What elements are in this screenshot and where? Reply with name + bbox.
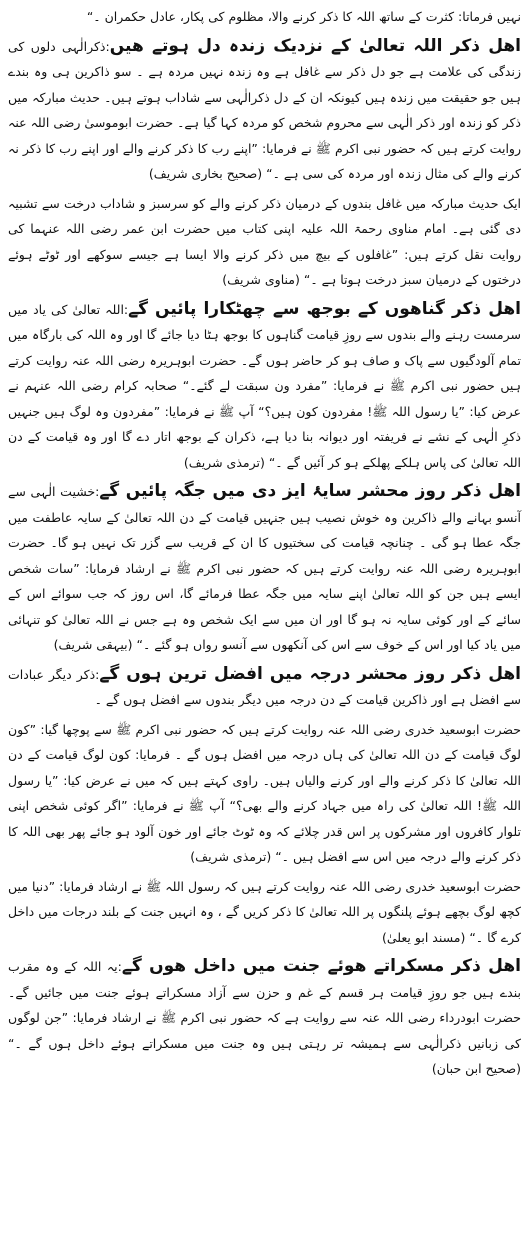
section-paragraph: [8, 662, 521, 713]
section-text: حضرت ابوسعید خدری رضی اللہ عنہ روایت کرتے ہیں کہ رسول اللہ ﷺ نے ارشاد فرمایا: ”دنیا میں کچھ لوگ بچھے ہوئے پلنگوں پر اللہ تعالیٰ کا ذکر کریں گے ، وہ انہیں جنت کے بلند درجات میں داخل کرے گا ۔“: [8, 878, 521, 945]
section-paragraph: [8, 479, 521, 658]
intro-paragraph: [8, 4, 521, 30]
section-text: :خشیت الٰہی سے آنسو بہانے والے ذاکرین وہ خوش نصیب ہیں جنہیں قیامت کے دن اللہ تعالیٰ کے سایہ عاطفت میں جگہ عطا ہو گی ۔ چنانچہ قیامت کی سختیوں کا ان کے قریب سے گزر تک نہیں ہو گا۔ حضرت ابوہریرہ رضی اللہ عنہ روایت کرتے ہیں کہ حضور نبی اکرم ﷺ نے ارشاد فرمایا: ”سات شخص ایسے ہیں جن کو اللہ تعالیٰ اپنے سایہ میں جگہ عطا فرمائے گا، اس روز کہ جب سوائے اس کے سائے کے اور کوئی سایہ نہ ہو گا اور ان میں سے ایک شخص وہ ہے جس نے اللہ تعالیٰ کو تنہائی میں یاد کیا اور اس کے خوف سے اس کی آنکھوں سے آنسو رواں ہو گئے ۔“: [8, 484, 521, 652]
section-heading: اھل ذکر گناھوں کے بوجھ سے چھٹکارا پائیں گے: [128, 298, 521, 319]
reference-citation: (بیہقی شریف): [53, 637, 133, 652]
section-heading: اھل ذکر اللہ تعالیٰ کے نزدیک زندہ دل ہوتے ھیں: [109, 35, 522, 56]
reference-citation: (صحیح بخاری شریف): [148, 166, 263, 181]
reference-citation: (مناوی شریف): [222, 272, 300, 287]
section-paragraph: [8, 191, 521, 293]
section-text: حضرت ابوسعید خدری رضی اللہ عنہ روایت کرتے ہیں کہ حضور نبی اکرم ﷺ سے پوچھا گیا: ”کون لوگ قیامت کے دن اللہ تعالیٰ کی ہاں درجہ میں افضل ہوں گے ۔ فرمایا: کون لوگ قیامت کے دن اللہ تعالیٰ کا ذکر کرنے والے اور کرنے والیاں ہیں۔ راوی کہتے ہیں کہ میں نے عرض کیا: ”یا رسول اللہ ﷺ! اللہ تعالیٰ کی راہ میں جہاد کرنے والے بھی؟“ آپ ﷺ نے فرمایا: ”اگر کوئی شخص اپنی تلوار کافروں اور مشرکوں پر اس قدر چلائے کہ وہ ٹوٹ جائے اور خون آلود ہو جائے پھر بھی اللہ کا ذکر کرنے والے درجہ میں اس سے افضل ہیں ۔“: [8, 721, 521, 864]
section-text: ایک حدیث مبارکہ میں غافل بندوں کے درمیان ذکر کرنے والے کو سرسبز و شاداب درخت سے تشبیہ دی گئی ہے۔ امام مناوی رحمۃ اللہ علیہ اپنی کتاب میں حضرت ابن عمر رضی اللہ عنہما کی روایت نقل کرتے ہیں: ”غافلوں کے بیچ میں ذکر کرنے والا ایسا ہے جیسے سوکھے اور ٹوٹے ہوئے درختوں کے درمیان سبز درخت ہوتا ہے ۔“: [8, 195, 521, 287]
section-heading: اھل ذکر مسکراتے ھوئے جنت میں داخل ھوں گے: [121, 956, 521, 976]
section-text: :اللہ تعالیٰ کی یاد میں سرمست رہنے والے بندوں سے روزِ قیامت گناہوں کا بوجھ ہٹا دیا جائے گا اور وہ اللہ کی بارگاہ میں تمام آلودگیوں سے پاک و صاف ہو کر حاضر ہوں گے۔ حضرت ابوہریرہ رضی اللہ عنہ روایت کرتے ہیں حضور نبی اکرم ﷺ نے فرمایا: ”مفرد ون سبقت لے گئے۔“ صحابہ کرام رضی اللہ عنہم نے عرض کیا: ”یا رسول اللہ ﷺ! مفردون کون ہیں؟“ آپ ﷺ نے فرمایا: ”مفردون وہ لوگ ہیں جنہیں ذکرِ الٰہی کے نشے نے فریفتہ اور دیوانہ بنا دیا ہے، ذکران کے بوجھ اتار دے گا اور وہ قیامت کے دن اللہ تعالیٰ کی پاس ہلکے پھلکے ہو کر آئیں گے ۔“: [8, 301, 521, 470]
reference-citation: (صحیح ابن حبان): [431, 1061, 521, 1076]
section-heading: اھل ذکر روز محشر درجہ میں افضل ترین ہوں گے: [99, 663, 521, 684]
section-text: :یہ اللہ کے وہ مقرب بندے ہیں جو روزِ قیامت ہر قسم کے غم و حزن سے آزاد مسکراتے ہوئے جنت میں جائیں گے۔ حضرت ابودرداء رضی اللہ عنہ سے روایت ہے کہ حضور نبی اکرم ﷺ نے ارشاد فرمایا: ”جن لوگوں کی زبانیں ذکرالٰہی سے ہمیشہ تر رہتی ہیں وہ جنت میں مسکراتے ہوئے داخل ہوں گے ۔“: [8, 959, 521, 1051]
section-text: :ذکر دیگر عبادات سے افضل ہے اور ذاکرین قیامت کے دن درجہ میں دیگر بندوں سے افضل ہوں گے ۔: [8, 666, 521, 707]
section-paragraph: [8, 874, 521, 951]
reference-citation: (مسند ابو یعلیٰ): [381, 929, 466, 945]
section-paragraph: [8, 954, 521, 1082]
section-paragraph: [8, 717, 521, 870]
section-paragraph: [8, 34, 521, 187]
section-heading: اھل ذکر روز محشر سایۂ ایز دی میں جگہ پائیں گے: [99, 481, 521, 501]
intro-text: نہیں فرماتا: کثرت کے ساتھ اللہ کا ذکر کرنے والا، مظلوم کی پکار، عادل حکمران ۔“: [86, 9, 521, 24]
section-paragraph: [8, 297, 521, 476]
reference-citation: (ترمذی شریف): [183, 454, 265, 470]
section-text: :ذکرالٰہی دلوں کی زندگی کی علامت ہے جو دل ذکر سے غافل ہے وہ زندہ نہیں مردہ ہے ۔ سو ذاکرین ہی وہ بندے ہیں جو حقیقت میں زندہ ہیں کیونکہ ان کے دل ذکرالٰہی سے شاداب ہوتے ہیں۔ حدیث مبارکہ میں ذکر کو زندہ اور ذکر الٰہی سے محروم شخص کو مردہ کہا گیا ہے۔ حضرت ابوموسیٰ رضی اللہ عنہ روایت کرتے ہیں کہ حضور نبی اکرم ﷺ نے فرمایا: ”اپنے رب کا ذکر کرنے والے اور اپنے رب کا ذکر نہ کرنے والے کی مثال زندہ اور مردہ کی سی ہے ۔“: [8, 38, 521, 181]
reference-citation: (ترمذی شریف): [190, 849, 272, 864]
